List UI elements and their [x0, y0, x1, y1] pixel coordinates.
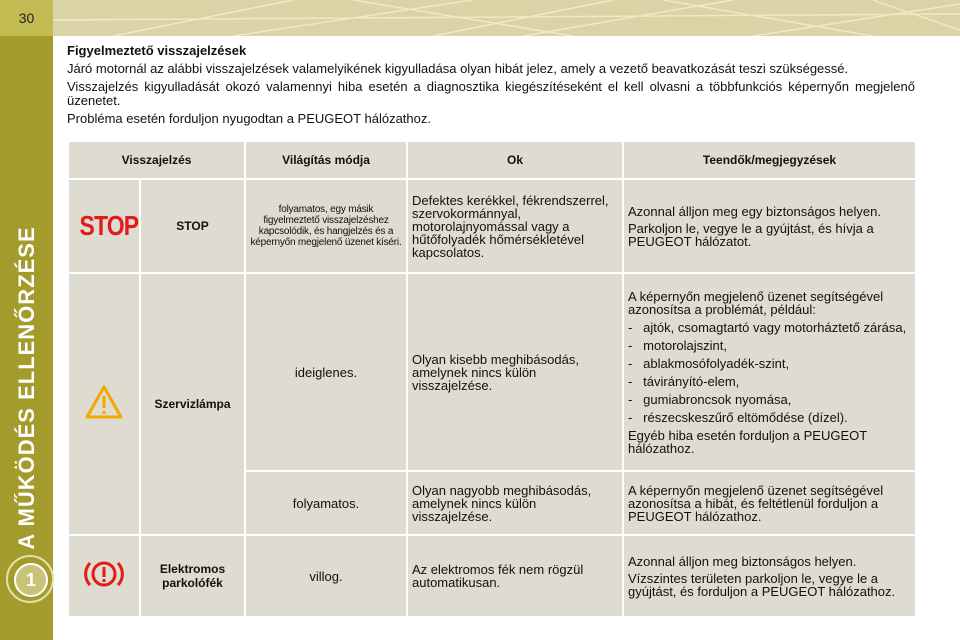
column-header: Ok	[407, 141, 623, 179]
intro-paragraph: Járó motornál az alábbi visszajelzések valamelyikének kigyulladása olyan hibát jelez, amely a vezető beavatkozását teszi szükségessé.	[67, 61, 849, 76]
column-header: Visszajelzés	[68, 141, 245, 179]
action-text: A képernyőn megjelenő üzenet segítségével azonosítsa a problémát, például:	[628, 288, 884, 317]
watermark: carmanualsonline.info	[544, 614, 749, 637]
section-title: Figyelmeztető visszajelzések	[67, 43, 247, 58]
cause-cell: Az elektromos fék nem rögzül automatikusan.	[407, 535, 623, 617]
list-item: - ablakmosófolyadék-szint,	[628, 355, 790, 371]
column-header: Teendők/megjegyzések	[623, 141, 916, 179]
warning-triangle-icon	[84, 384, 124, 420]
chapter-number: 1	[14, 563, 48, 597]
action-text: Egyéb hiba esetén forduljon a PEUGEOT hálózathoz.	[628, 427, 867, 456]
action-text: Azonnal álljon meg biztonságos helyen.	[628, 553, 857, 569]
warning-triangle-cell	[68, 273, 140, 535]
table-row	[68, 179, 916, 273]
parking-brake-cell	[68, 535, 140, 617]
column-header: Világítás módja	[245, 141, 407, 179]
action-cell	[623, 273, 916, 471]
cause-cell: Defektes kerékkel, fékrendszerrel, szervokormánnyal, motorolajnyomással vagy a hűtőfolyadék hőmérsékletével kapcsolatos.	[407, 179, 623, 273]
lighting-mode: folyamatos.	[245, 471, 407, 535]
banner-lines-graphic	[53, 0, 960, 36]
list-item: - ajtók, csomagtartó vagy motorháztető zárása,	[628, 319, 907, 335]
cause-cell: Olyan nagyobb meghibásodás, amelynek nincs külön visszajelzése.	[407, 471, 623, 535]
stop-icon-text: STOP	[79, 210, 139, 241]
action-text: Parkoljon le, vegye le a gyújtást, és hívja a PEUGEOT hálózatot.	[628, 220, 874, 249]
lighting-mode: ideiglenes.	[245, 273, 407, 471]
list-item: - részecskeszűrő eltömődése (dízel).	[628, 409, 848, 425]
indicator-name: Szervizlámpa	[140, 273, 245, 535]
list-item: - távirányító-elem,	[628, 373, 740, 389]
intro-text	[67, 44, 915, 130]
indicator-name: STOP	[140, 179, 245, 273]
cause-cell: Olyan kisebb meghibásodás, amelynek nincs külön visszajelzése.	[407, 273, 623, 471]
stop-icon	[68, 179, 140, 273]
table-row	[68, 273, 916, 471]
action-text: Vízszintes területen parkoljon le, vegye le a gyújtást, és forduljon a PEUGEOT hálózathoz.	[628, 570, 896, 599]
parking-brake-icon	[82, 557, 126, 591]
action-list	[628, 321, 911, 424]
chapter-title: A MŰKÖDÉS ELLENŐRZÉSE	[14, 226, 39, 550]
action-cell	[623, 535, 916, 617]
lighting-mode: villog.	[245, 535, 407, 617]
warning-lights-table	[67, 140, 917, 618]
list-item: - motorolajszint,	[628, 337, 727, 353]
intro-paragraph: Visszajelzés kigyulladását okozó valamennyi hiba esetén a diagnosztika kiegészítéseként el kell olvasni a többfunkciós képernyőn megjelenő üzenetet.	[67, 79, 915, 108]
lighting-mode: folyamatos, egy másik figyelmeztető visszajelzéshez kapcsolódik, és hangjelzés és a képernyőn megjelenő üzenet kíséri.	[245, 179, 407, 273]
table-header-row	[68, 141, 916, 179]
action-text: Azonnal álljon meg egy biztonságos helyen.	[628, 203, 881, 219]
page-number: 30	[18, 10, 35, 26]
table-row	[68, 535, 916, 617]
indicator-name: Elektromos parkolófék	[140, 535, 245, 617]
intro-paragraph: Probléma esetén forduljon nyugodtan a PEUGEOT hálózathoz.	[67, 111, 431, 126]
action-cell: A képernyőn megjelenő üzenet segítségével azonosítsa a hibát, és feltétlenül forduljon a PEUGEOT hálózathoz.	[623, 471, 916, 535]
action-cell	[623, 179, 916, 273]
list-item: - gumiabroncsok nyomása,	[628, 391, 792, 407]
header-banner	[53, 0, 960, 36]
